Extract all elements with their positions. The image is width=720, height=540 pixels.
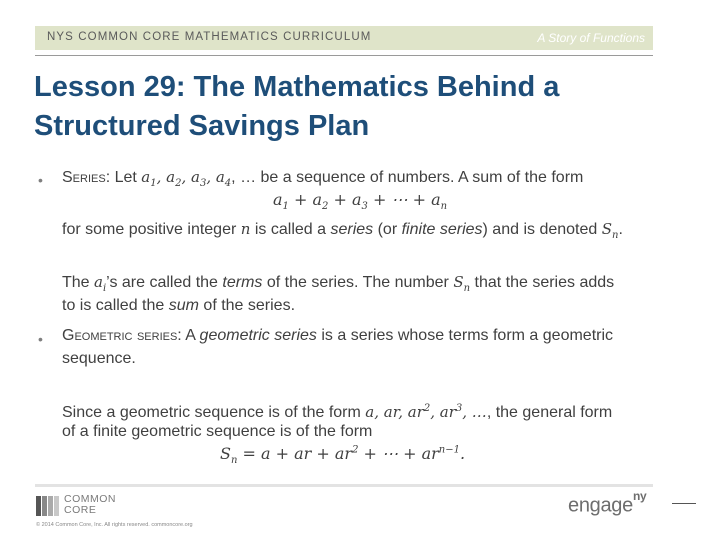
bullet-series: • xyxy=(38,172,43,188)
copyright-notice: © 2014 Common Core, Inc. All rights reserved. commoncore.org xyxy=(36,522,193,528)
geometric-form-line1: Since a geometric sequence is of the form a, ar, $ar^2$, $ar^3$, …, the general form xyxy=(62,403,613,421)
bullet-geometric: • xyxy=(38,331,43,347)
page-number-dash xyxy=(672,503,696,504)
engageny-logo: engage$^{ny}$ xyxy=(568,489,647,517)
series-definition-line2: for some positive integer n is called a series (or finite series) and is denoted $S_n$. xyxy=(62,220,623,241)
series-terms-line: The $a_i’s$ are called the terms of the series. The number $S_n$ that the series adds xyxy=(62,273,615,294)
curriculum-label: NYS COMMON CORE MATHEMATICS CURRICULUM xyxy=(47,31,372,43)
series-definition-line1: Series: Let $a_1$, $a_2$, $a_3$, $a_4$, … be a sequence of numbers. A sum of the form xyxy=(62,168,584,189)
series-sum-line: to is called the sum of the series. xyxy=(62,297,296,314)
series-term: Series xyxy=(62,169,106,186)
geometric-sum-formula: $S_n = a$ + ar + $ar^2$ + ⋯ + $ar^{n-1}$. xyxy=(220,444,466,467)
lesson-title-line2: Structured Savings Plan xyxy=(34,110,370,142)
geometric-form-line2: of a finite geometric sequence is of the form xyxy=(62,423,373,440)
module-label: A Story of Functions xyxy=(537,31,645,45)
series-sum-formula: $a_1 + a_2 + a_3$ + ⋯ + $a_n$ xyxy=(273,190,448,213)
common-core-logo: COMMON CORE xyxy=(36,496,156,516)
footer-divider xyxy=(35,484,653,487)
geometric-sequence-math: a, ar, $ar^2$, $ar^3$, … xyxy=(365,403,487,421)
geometric-definition-line2: sequence. xyxy=(62,350,136,367)
geometric-definition-line1: Geometric series: A geometric series is a series whose terms form a geometric xyxy=(62,327,614,344)
lesson-title-line1: Lesson 29: The Mathematics Behind a xyxy=(34,71,560,103)
geometric-series-term: Geometric series xyxy=(62,327,178,344)
sequence-terms-math: $a_1$, $a_2$, $a_3$, $a_4$ xyxy=(141,168,232,189)
